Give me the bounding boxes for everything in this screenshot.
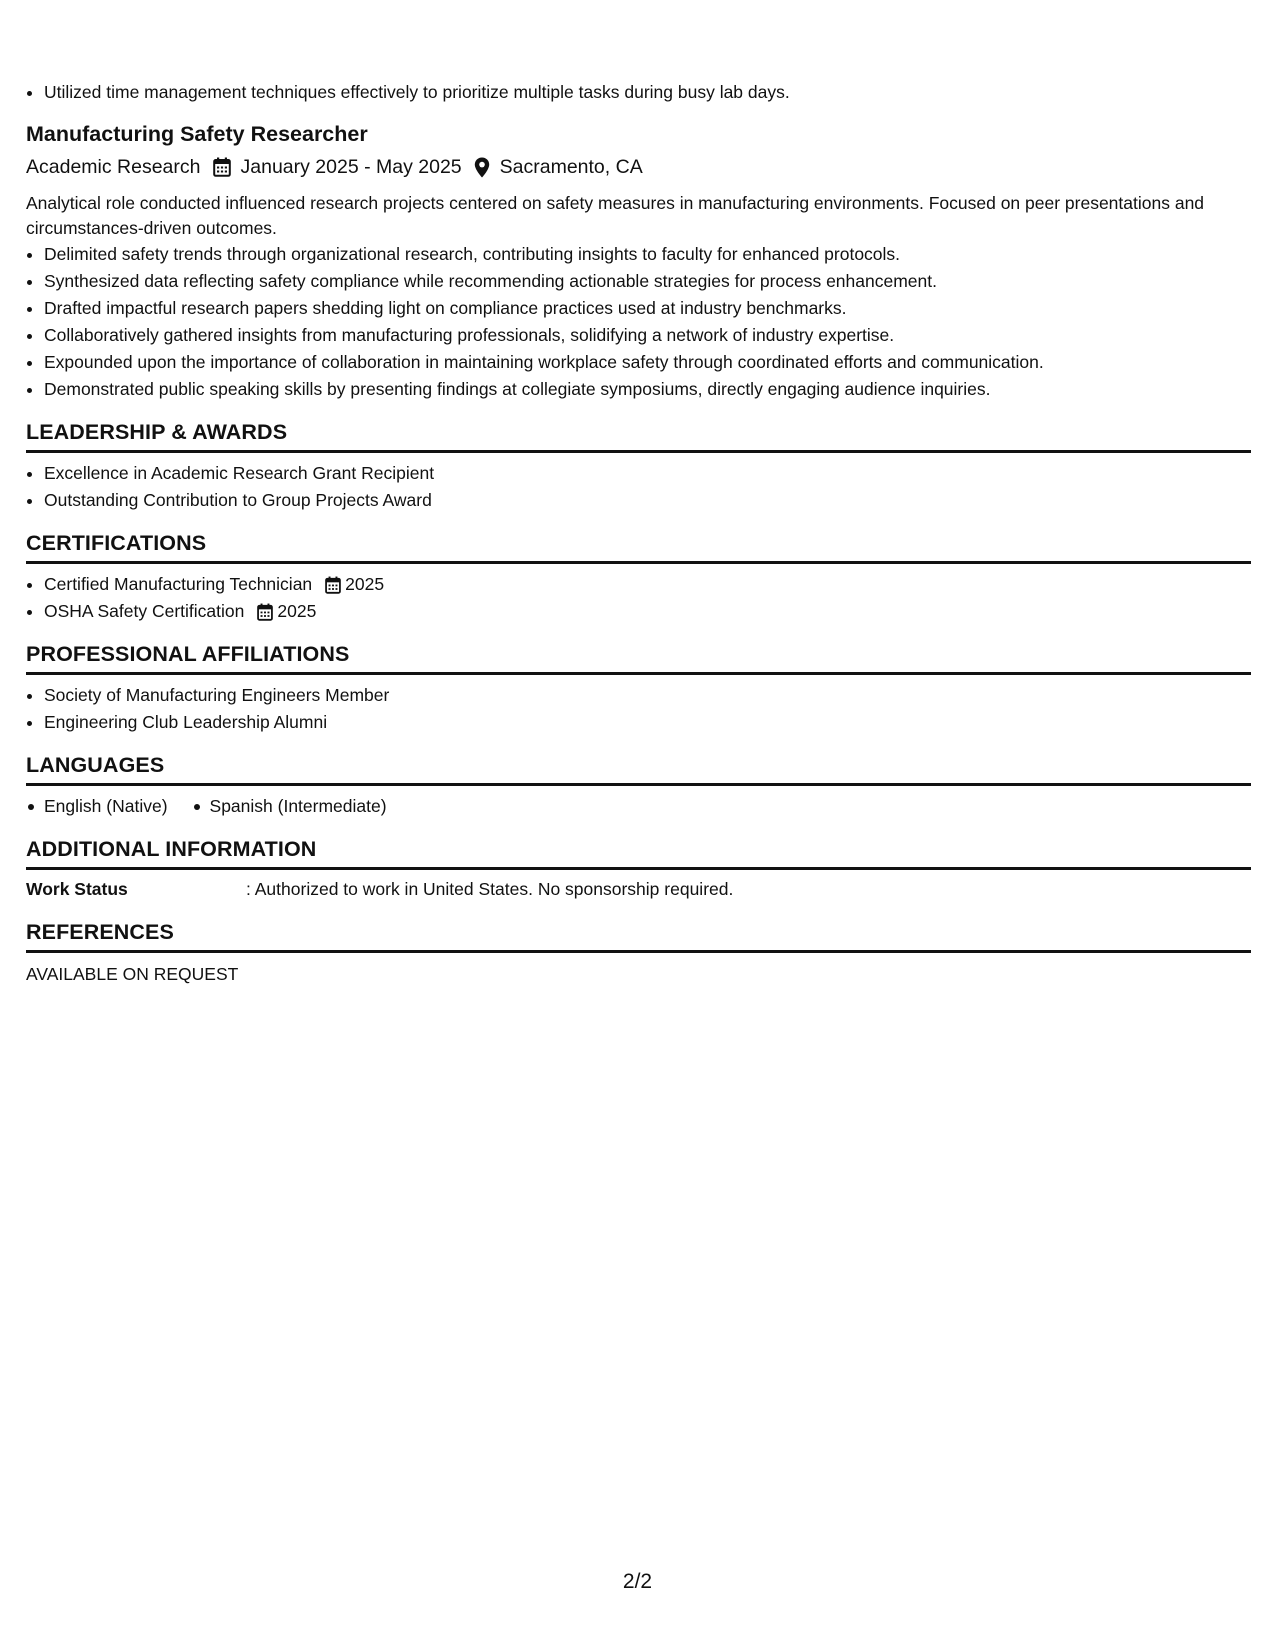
list-item: • Society of Manufacturing Engineers Member — [44, 682, 1251, 709]
section-title: LEADERSHIP & AWARDS — [26, 418, 1251, 453]
certification-year: 2025 — [277, 601, 317, 621]
languages-section — [26, 751, 1251, 820]
calendar-icon — [325, 576, 341, 594]
certifications-list — [26, 571, 1251, 625]
list-item: • Outstanding Contribution to Group Projects Award — [44, 487, 1251, 514]
section-title: PROFESSIONAL AFFILIATIONS — [26, 640, 1251, 675]
affiliations-list — [26, 682, 1251, 736]
list-item: • Drafted impactful research papers shedding light on compliance practices used at industry benchmarks. — [44, 295, 1251, 322]
leadership-list — [26, 460, 1251, 514]
job-location: Sacramento, CA — [499, 156, 643, 178]
section-title: ADDITIONAL INFORMATION — [26, 835, 1251, 870]
section-title: REFERENCES — [26, 918, 1251, 953]
job-bullets — [26, 241, 1251, 403]
certification-year: 2025 — [345, 574, 385, 594]
references-section — [26, 918, 1251, 988]
leadership-section — [26, 418, 1251, 514]
job-meta — [26, 151, 1251, 183]
certifications-section — [26, 529, 1251, 625]
calendar-icon — [213, 157, 231, 177]
job-description: Analytical role conducted influenced research projects centered on safety measures in manufacturing environments. Focused on peer presentations and circumstances-driven outcomes. — [26, 193, 1205, 238]
job-entry — [26, 119, 1251, 403]
section-title: LANGUAGES — [26, 751, 1251, 786]
work-status-value: : Authorized to work in United States. No sponsorship required. — [246, 879, 734, 899]
certification-name: • Certified Manufacturing Technician — [44, 574, 313, 594]
calendar-icon — [257, 603, 273, 621]
previous-job-bullets — [26, 79, 1251, 106]
list-item: • Collaboratively gathered insights from manufacturing professionals, solidifying a network of industry expertise. — [44, 322, 1251, 349]
map-pin-icon — [474, 157, 490, 178]
list-item: • Delimited safety trends through organizational research, contributing insights to faculty for enhanced protocols. — [44, 241, 1251, 268]
list-item: English (Native) — [26, 793, 168, 820]
languages-list — [26, 793, 1251, 820]
job-title: Manufacturing Safety Researcher — [26, 122, 368, 146]
additional-info-section — [26, 835, 1251, 903]
list-item: • Synthesized data reflecting safety compliance while recommending actionable strategies for process enhancement. — [44, 268, 1251, 295]
list-item: • Utilized time management techniques effectively to prioritize multiple tasks during busy lab days. — [44, 79, 1251, 106]
work-status-label: Work Status — [26, 879, 128, 899]
list-item: • Demonstrated public speaking skills by presenting findings at collegiate symposiums, directly engaging audience inquiries. — [44, 376, 1251, 403]
list-item — [44, 571, 1251, 598]
resume-page — [26, 0, 1251, 988]
list-item: Spanish (Intermediate) — [192, 793, 387, 820]
affiliations-section — [26, 640, 1251, 736]
page-number: 2/2 — [622, 1570, 653, 1593]
list-item: • Excellence in Academic Research Grant Recipient — [44, 460, 1251, 487]
section-title: CERTIFICATIONS — [26, 529, 1251, 564]
work-status-row — [26, 876, 1251, 903]
list-item: • Expounded upon the importance of collaboration in maintaining workplace safety through coordinated efforts and communication. — [44, 349, 1251, 376]
list-item — [44, 598, 1251, 625]
job-dates: January 2025 - May 2025 — [240, 156, 462, 178]
job-organization: Academic Research — [26, 156, 201, 178]
references-text: AVAILABLE ON REQUEST — [26, 964, 239, 984]
certification-name: • OSHA Safety Certification — [44, 601, 245, 621]
list-item: • Engineering Club Leadership Alumni — [44, 709, 1251, 736]
